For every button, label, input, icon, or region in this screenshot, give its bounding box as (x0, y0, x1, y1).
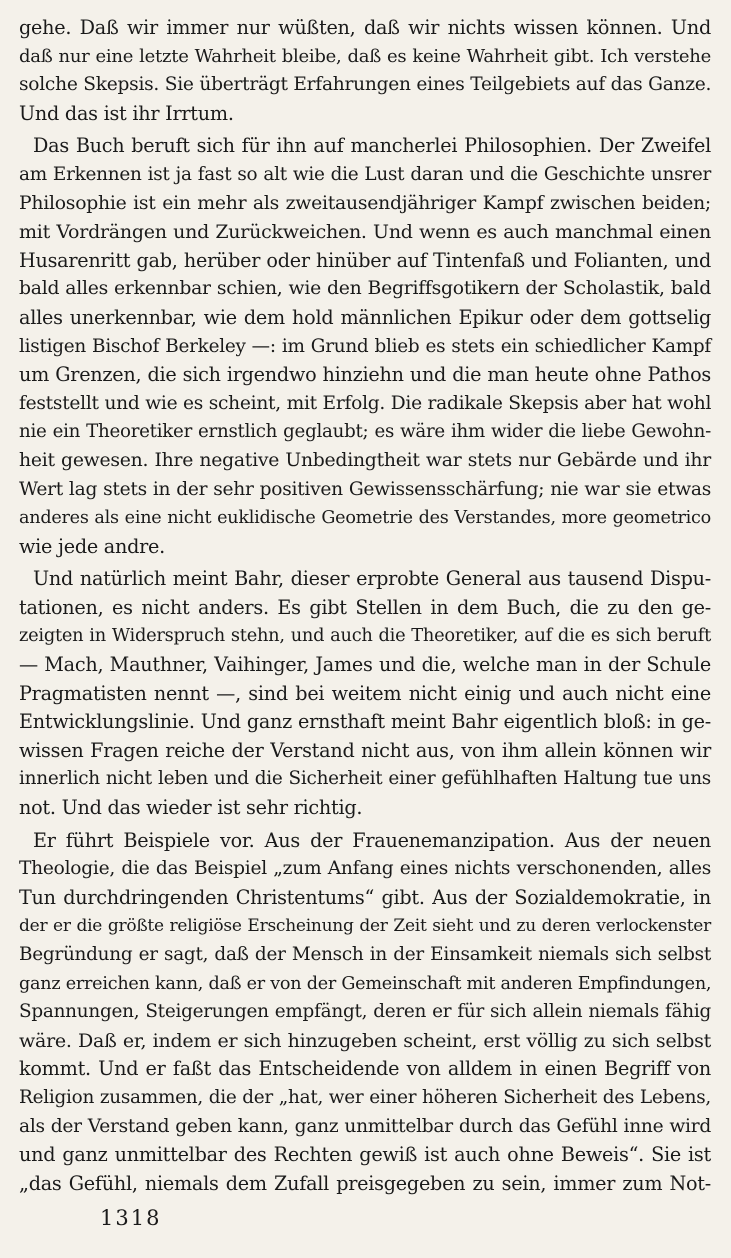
text-line: der er die größte religiöse Erscheinung der Zeit sieht und zu deren verlockenster (19, 916, 711, 937)
text-line: Er führt Beispiele vor. Aus der Frauenemanzipation. Aus der neuen (33, 828, 711, 852)
text-line: Tun durchdringenden Christentums“ gibt. Aus der Sozialdemokratie, in (19, 885, 711, 909)
paragraph (19, 132, 711, 561)
text-line: Philosophie ist ein mehr als zweitausendjähriger Kampf zwischen beiden; (19, 192, 711, 214)
text-line: Und das ist ihr Irrtum. (19, 101, 234, 125)
text-line: bald alles erkennbar schien, wie den Begriffsgotikern der Scholastik, bald (19, 278, 711, 300)
text-line: Das Buch beruft sich für ihn auf mancherlei Philosophien. Der Zweifel (33, 134, 711, 158)
text-line: solche Skepsis. Sie überträgt Erfahrungen eines Teilgebiets auf das Ganze. (19, 74, 712, 96)
text-line: als der Verstand geben kann, ganz unmittelbar durch das Gefühl inne wird (19, 1115, 711, 1137)
text-line: Begründung er sagt, daß der Mensch in der Einsamkeit niemals sich selbst (19, 944, 711, 965)
text-line: listigen Bischof Berkeley —: im Grund blieb es stets ein schiedlicher Kampf (19, 335, 711, 357)
text-line: kommt. Und er faßt das Entscheidende von alldem in einen Begriff von (19, 1057, 711, 1081)
text-line: wäre. Daß er, indem er sich hinzugeben scheint, erst völlig zu sich selbst (19, 1029, 711, 1052)
text-line: nie ein Theoretiker ernstlich geglaubt; es wäre ihm wider die liebe Gewohn- (19, 421, 711, 443)
text-line: ganz erreichen kann, daß er von der Gemeinschaft mit anderen Empfindungen, (19, 973, 712, 994)
text-line: Pragmatisten nennt —, sind bei weitem nicht einig und auch nicht eine (19, 681, 711, 705)
text-line: „das Gefühl, niemals dem Zufall preisgegeben zu sein, immer zum Not- (19, 1171, 711, 1195)
text-line: mit Vordrängen und Zurückweichen. Und wenn es auch manchmal einen (19, 221, 711, 244)
text-line: Und natürlich meint Bahr, dieser erprobte General aus tausend Dispu- (33, 567, 711, 591)
text-line: anderes als eine nicht euklidische Geometrie des Verstandes, more geometrico (19, 508, 711, 529)
text-line: daß nur eine letzte Wahrheit bleibe, daß es keine Wahrheit gibt. Ich verstehe (19, 45, 711, 67)
text-body (19, 14, 711, 1198)
text-line: Entwicklungslinie. Und ganz ernsthaft meint Bahr eigentlich bloß: in ge- (19, 710, 711, 734)
text-line: um Grenzen, die sich irgendwo hinziehn und die man heute ohne Pathos (19, 363, 711, 387)
page-number: 1318 (100, 1206, 162, 1230)
text-line: innerlich nicht leben und die Sicherheit einer gefühlhaften Haltung tue uns (19, 768, 711, 790)
text-line: und ganz unmittelbar des Rechten gewiß ist auch ohne Beweis“. Sie ist (19, 1143, 711, 1167)
text-line: not. Und das wieder ist sehr richtig. (19, 796, 363, 820)
text-line: gehe. Daß wir immer nur wüßten, daß wir nichts wissen können. Und (19, 16, 711, 39)
paragraph (19, 565, 711, 822)
text-line: feststellt und wie es scheint, mit Erfolg. Die radikale Skepsis aber hat wohl (19, 392, 712, 414)
paragraph (19, 14, 711, 128)
text-line: Theologie, die das Beispiel „zum Anfang eines nichts verschonenden, alles (19, 858, 711, 880)
text-line: wie jede andre. (19, 534, 166, 558)
text-line: am Erkennen ist ja fast so alt wie die Lust daran und die Geschichte unsrer (19, 163, 711, 185)
text-line: alles unerkennbar, wie dem hold männlichen Epikur oder dem gottselig (19, 305, 711, 329)
text-line: Religion zusammen, die der „hat, wer einer höheren Sicherheit des Lebens, (19, 1086, 711, 1108)
text-line: wissen Fragen reiche der Verstand nicht aus, von ihm allein können wir (19, 738, 711, 762)
text-line: zeigten in Widerspruch stehn, und auch die Theoretiker, auf die es sich beruft (19, 625, 711, 647)
text-line: Spannungen, Steigerungen empfängt, deren er für sich allein niemals fähig (19, 1001, 711, 1023)
text-line: Wert lag stets in der sehr positiven Gewissensschärfung; nie war sie etwas (19, 478, 711, 500)
text-line: Husarenritt gab, herüber oder hinüber auf Tintenfaß und Folianten, und (19, 248, 711, 272)
paragraph (19, 827, 711, 1199)
text-line: — Mach, Mauthner, Vaihinger, James und die, welche man in der Schule (19, 653, 711, 677)
text-line: heit gewesen. Ihre negative Unbedingtheit war stets nur Gebärde und ihr (19, 449, 711, 471)
text-line: tationen, es nicht anders. Es gibt Stellen in dem Buch, die zu den ge- (19, 595, 711, 619)
